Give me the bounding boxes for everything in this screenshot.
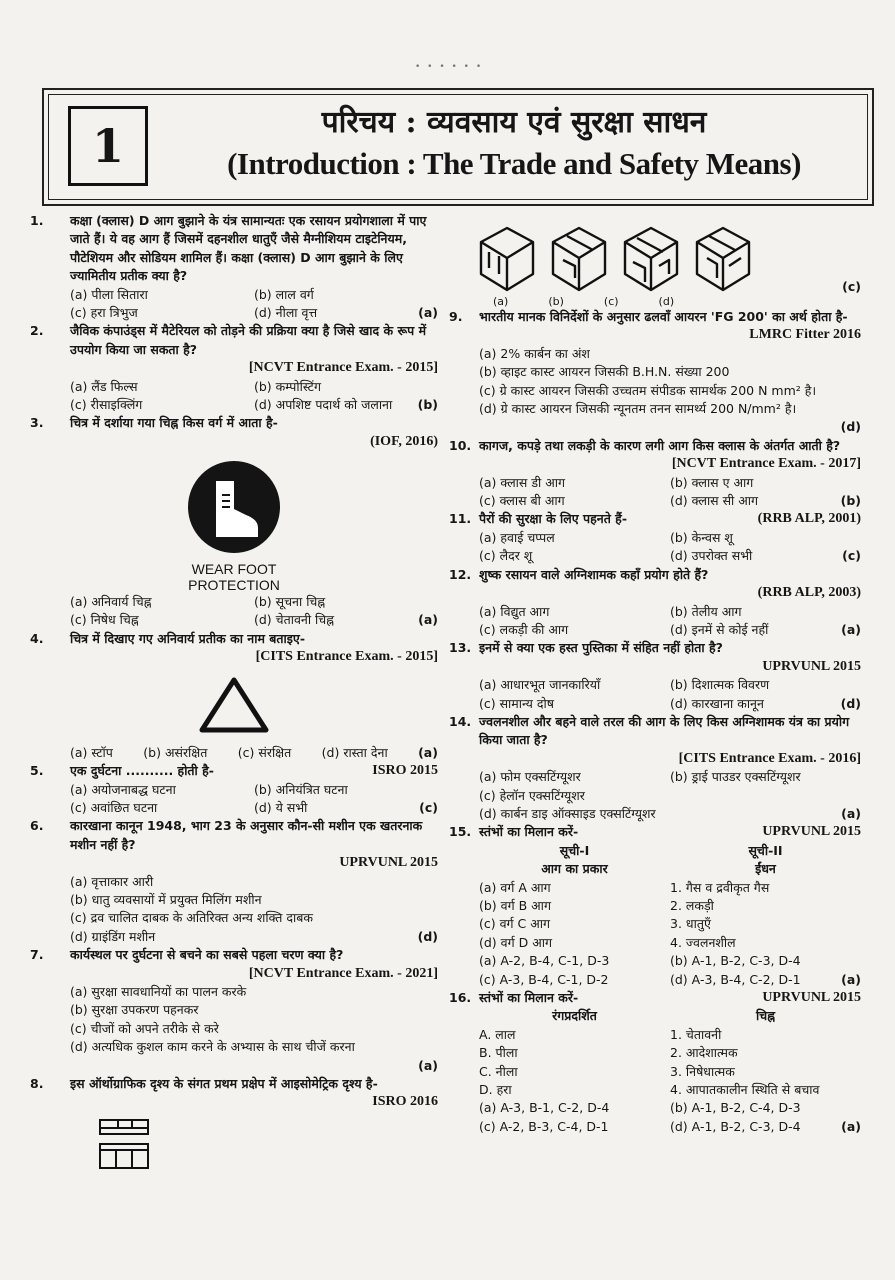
- options-1: (a) पीला सितारा (b) लाल वर्ग (c) हरा त्रिभुज (d) नीला वृत्त (a): [30, 286, 438, 323]
- source-14: [CITS Entrance Exam. - 2016]: [678, 750, 861, 766]
- answer-14: (a): [841, 805, 861, 821]
- answer-16: (a): [841, 1118, 861, 1134]
- match-table-15: सूची-I सूची-II आग का प्रकार ईंधन (a) वर्ग A आग 1. गैस व द्रवीकृत गैस (b) वर्ग B आग 2. लकड़ी (c) वर्ग C आग 3. धातुएँ (d) वर्ग D आग 4. ज्वलनशील: [479, 842, 783, 950]
- source-9: LMRC Fitter 2016: [749, 327, 861, 343]
- answer-10: (b): [840, 493, 861, 509]
- source-12: (RRB ALP, 2003): [757, 585, 861, 601]
- left-column: [30, 212, 438, 1177]
- options-13: (a) आधारभूत जानकारियाँ (b) दिशात्मक विवरण (c) सामान्य दोष (d) कारखाना कानून (d): [449, 676, 861, 713]
- answer-8: (c): [842, 278, 861, 294]
- source-11: (RRB ALP, 2001): [757, 511, 861, 527]
- options-10: (a) क्लास डी आग (b) क्लास ए आग (c) क्लास बी आग (d) क्लास सी आग (b): [449, 474, 861, 511]
- answer-3: (a): [418, 612, 438, 628]
- sign-label-line2: PROTECTION: [188, 576, 280, 593]
- options-3: (a) अनिवार्य चिह्न (b) सूचना चिह्न (c) निषेध चिह्न (d) चेतावनी चिह्न (a): [30, 593, 438, 630]
- chapter-number: 1: [68, 106, 148, 186]
- answer-5: (c): [419, 799, 438, 815]
- options-2: (a) लैंड फिल्स (b) कम्पोस्टिंग (c) रीसाइक्लिंग (d) अपशिष्ट पदार्थ को जलाना (b): [30, 378, 438, 415]
- question-2: 2. जैविक कंपाउंड्स में मैटेरियल को तोड़ने की प्रक्रिया क्या है जिसे खाद के रूप में उपयोग किया जा सकता है?: [30, 323, 427, 357]
- answer-13: (d): [840, 695, 861, 711]
- source-4: [CITS Entrance Exam. - 2015]: [255, 648, 438, 664]
- chapter-title-english: (Introduction : The Trade and Safety Means): [227, 146, 801, 181]
- question-11: 11. पैरों की सुरक्षा के लिए पहनते हैं- (RRB ALP, 2001): [449, 510, 861, 528]
- source-5: ISRO 2015: [372, 763, 438, 779]
- source-6: UPRVUNL 2015: [339, 855, 438, 871]
- options-6: (a) वृत्ताकार आरी (b) धातु व्यवसायों में प्रयुक्त मिलिंग मशीन (c) द्रव चालित दाबक के अतिरिक्त अन्य शक्ति दाबक (d) ग्राइंडिंग मशीन (d): [30, 873, 438, 947]
- warning-triangle-icon: [198, 676, 270, 734]
- source-13: UPRVUNL 2015: [762, 658, 861, 674]
- question-5: 5. एक दुर्घटना .......... होती है- ISRO 2015: [30, 762, 438, 780]
- answer-7: (a): [418, 1057, 438, 1073]
- options-5: (a) अयोजनाबद्ध घटना (b) अनियंत्रित घटना (c) अवांछित घटना (d) ये सभी (c): [30, 781, 438, 818]
- question-15: 15. स्तंभों का मिलान करें- UPRVUNL 2015: [449, 823, 861, 841]
- answer-2: (b): [417, 397, 438, 413]
- options-11: (a) हवाई चप्पल (b) केन्वस शू (c) लैदर शू (d) उपरोक्त सभी (c): [449, 529, 861, 566]
- answer-6: (d): [417, 928, 438, 944]
- source-10: [NCVT Entrance Exam. - 2017]: [671, 456, 861, 472]
- question-8: 8. इस ऑर्थोग्राफिक दृश्य के संगत प्रथम प्रक्षेप में आइसोमेट्रिक दृश्य है-: [30, 1076, 378, 1092]
- options-14: (a) फोम एक्सटिंग्यूशर (b) ड्राई पाउडर एक्सटिंग्यूशर: [479, 769, 801, 785]
- question-6: 6. कारखाना कानून 1948, भाग 23 के अनुसार कौन-सी मशीन एक खतरनाक मशीन नहीं है?: [30, 818, 423, 852]
- isometric-figures: [471, 212, 761, 296]
- question-10: 10. कागज, कपड़े तथा लकड़ी के कारण लगी आग किस क्लास के अंतर्गत आती है?: [449, 437, 841, 453]
- options-15: (a) A-2, B-4, C-1, D-3 (b) A-1, B-2, C-3, D-4 (c) A-3, B-4, C-1, D-2 (d) A-3, B-4, C-2, D-1 (a): [449, 952, 861, 989]
- options-14b: (c) हेलॉन एक्सटिंग्यूशर (d) कार्बन डाइ ऑक्साइड एक्सटिंग्यूशर (a): [449, 787, 861, 824]
- source-2: [NCVT Entrance Exam. - 2015]: [248, 360, 438, 376]
- question-13: 13. इनमें से क्या एक हस्त पुस्तिका में संहित नहीं होता है?: [449, 640, 723, 656]
- figure-option-labels: (a) (b) (c) (d): [493, 295, 675, 308]
- source-15: UPRVUNL 2015: [762, 824, 861, 840]
- answer-11: (c): [842, 548, 861, 564]
- options-12: (a) विद्युत आग (b) तेलीय आग (c) लकड़ी की आग (d) इनमें से कोई नहीं (a): [449, 603, 861, 640]
- isometric-options-figure: [449, 212, 861, 296]
- options-7: (a) सुरक्षा सावधानियों का पालन करके (b) सुरक्षा उपकरण पहनकर (c) चीजों को अपने तरीके से करे (d) अत्यधिक कुशल काम करने के अभ्यास के साथ चीजें करना: [70, 984, 355, 1055]
- sign-label-line1: WEAR FOOT: [191, 560, 277, 577]
- question-16: 16. स्तंभों का मिलान करें- UPRVUNL 2015: [449, 989, 861, 1007]
- source-7: [NCVT Entrance Exam. - 2021]: [248, 965, 438, 981]
- answer-15: (a): [841, 971, 861, 987]
- answer-1: (a): [418, 305, 438, 321]
- question-4: 4. चित्र में दिखाए गए अनिवार्य प्रतीक का नाम बताइए-: [30, 630, 306, 646]
- triangle-figure: [30, 666, 438, 743]
- answer-9: (d): [840, 419, 861, 435]
- source-3: (IOF, 2016): [370, 433, 438, 449]
- question-12: 12. शुष्क रसायन वाले अग्निशामक कहाँ प्रयोग होते हैं?: [449, 566, 709, 582]
- answer-4: (a): [418, 744, 438, 760]
- options-9: (a) 2% कार्बन का अंश (b) व्हाइट कास्ट आयरन जिसकी B.H.N. संख्या 200 (c) ग्रे कास्ट आयरन जिसकी उच्चतम संपीडक सामर्थक 200 N mm² है। (d) ग्रे कास्ट आयरन जिसकी न्यूनतम तनन सामर्थ्य 200 N/mm² है।: [479, 345, 817, 417]
- boot-sign-figure: [30, 451, 438, 560]
- match-table-16: रंगप्रदर्शित चिह्न A. लाल 1. चेतावनी B. पीला 2. आदेशात्मक C. नीला 3. निषेधात्मक D. हरा 4. आपातकालीन स्थिति से बचाव: [479, 1008, 820, 1098]
- answer-12: (a): [841, 621, 861, 637]
- right-column: [449, 212, 861, 1136]
- source-16: UPRVUNL 2015: [762, 990, 861, 1006]
- options-4: (a) स्टॉप (b) असंरक्षित (c) संरक्षित (d) रास्ता देना (a): [30, 744, 438, 762]
- chapter-title-hindi: परिचय : व्यवसाय एवं सुरक्षा साधन: [321, 105, 707, 140]
- question-7: 7. कार्यस्थल पर दुर्घटना से बचने का सबसे पहला चरण क्या है?: [30, 947, 344, 963]
- safety-boot-icon: [186, 459, 282, 555]
- options-16: (a) A-3, B-1, C-2, D-4 (b) A-1, B-2, C-4, D-3 (c) A-2, B-3, C-4, D-1 (d) A-1, B-2, C-3, D-4 (a): [449, 1099, 861, 1136]
- question-14: 14. ज्वलनशील और बहने वाले तरल की आग के लिए किस अग्निशामक यंत्र का प्रयोग किया जाता है?: [449, 713, 850, 748]
- source-8: ISRO 2016: [372, 1094, 438, 1110]
- question-1: 1. कक्षा (क्लास) D आग बुझाने के यंत्र सामान्यतः एक रसायन प्रयोगशाला में पाए जाते हैं। ये वह आग हैं जिसमें दहनशील धातुएँ जैसे मैग्नीशियम टाइटेनियम, पौटेशियम और सोडियम शामिल हैं। कक्षा (क्लास) D आग बुझाने के लिए ज्यामितीय प्रतीक क्या है?: [30, 213, 427, 284]
- question-3: 3. चित्र में दर्शाया गया चिह्न किस वर्ग में आता है-: [30, 415, 278, 431]
- page-ornament: • • • • • •: [415, 62, 484, 72]
- chapter-banner: [42, 88, 874, 206]
- orthographic-view-figure: [96, 1116, 156, 1172]
- question-9: 9. भारतीय मानक विनिर्देशों के अनुसार ढलवाँ आयरन 'FG 200' का अर्थ होता है-: [449, 309, 848, 324]
